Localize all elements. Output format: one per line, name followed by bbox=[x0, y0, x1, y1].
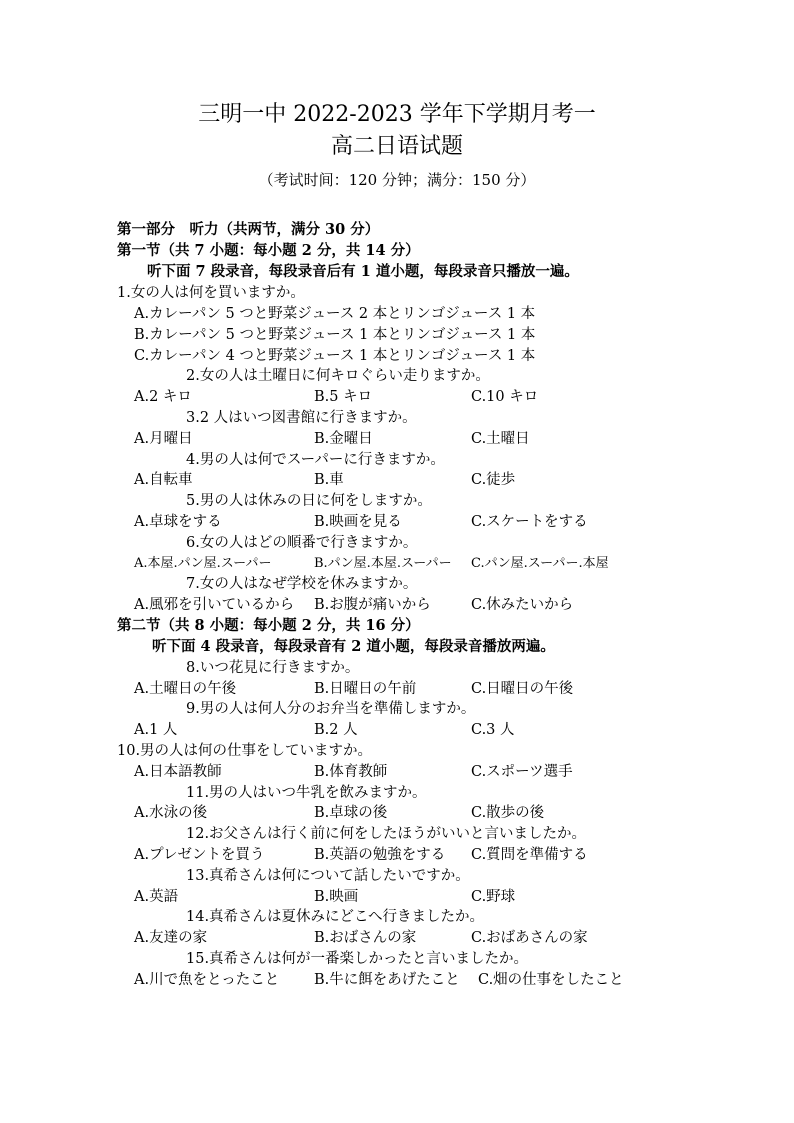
option-c: C.畑の仕事をしたこと bbox=[478, 972, 624, 988]
question-text: 13.真希さんは何について話したいですか。 bbox=[186, 868, 470, 884]
option-a: A.卓球をする bbox=[134, 514, 222, 530]
exam-info: （考试时间：120 分钟；满分：150 分） bbox=[258, 171, 536, 189]
option-b: B.2 人 bbox=[314, 722, 358, 738]
option-a: A.川で魚をとったこと bbox=[134, 972, 280, 988]
option-b: B.卓球の後 bbox=[314, 805, 388, 821]
option-a: A.友達の家 bbox=[134, 930, 208, 946]
option-b: B.お腹が痛いから bbox=[314, 597, 431, 613]
exam-title: 三明一中 2022-2023 学年下学期月考一 bbox=[198, 102, 596, 127]
option-c: C.休みたいから bbox=[471, 597, 574, 613]
option-c: C.スポーツ選手 bbox=[471, 764, 573, 780]
question-text: 1.女の人は何を買いますか。 bbox=[117, 285, 305, 301]
question-text: 2.女の人は土曜日に何キロぐらい走りますか。 bbox=[186, 368, 490, 384]
question-text: 9.男の人は何人分のお弁当を準備しますか。 bbox=[186, 701, 476, 717]
question-text: 6.女の人はどの順番で行きますか。 bbox=[186, 535, 418, 551]
option-c: C.カレーパン 4 つと野菜ジュース 1 本とリンゴジュース 1 本 bbox=[134, 348, 536, 364]
exam-subtitle: 高二日语试题 bbox=[330, 134, 463, 159]
question-text: 4.男の人は何でスーパーに行きますか。 bbox=[186, 452, 445, 468]
option-b: B.映画 bbox=[314, 889, 359, 905]
option-b: B.車 bbox=[314, 472, 344, 488]
part1-heading: 第一部分 听力（共两节，满分 30 分） bbox=[117, 221, 380, 238]
option-b: B.カレーパン 5 つと野菜ジュース 1 本とリンゴジュース 1 本 bbox=[134, 327, 536, 343]
option-b: B.映画を見る bbox=[314, 514, 402, 530]
option-c: C.日曜日の午後 bbox=[471, 681, 574, 697]
option-a: A.2 キロ bbox=[134, 389, 192, 405]
option-c: C.おばあさんの家 bbox=[471, 930, 588, 946]
question-text: 11.男の人はいつ牛乳を飲みますか。 bbox=[186, 785, 427, 801]
section1-instruction: 听下面 7 段录音，每段录音后有 1 道小题，每段录音只播放一遍。 bbox=[147, 263, 579, 280]
option-a: A.風邪を引いているから bbox=[134, 597, 295, 613]
question-text: 7.女の人はなぜ学校を休みますか。 bbox=[186, 576, 418, 592]
option-c: C.10 キロ bbox=[471, 389, 539, 405]
option-c: C.スケートをする bbox=[471, 514, 588, 530]
option-b: B.金曜日 bbox=[314, 431, 373, 447]
option-b: B.牛に餌をあげたこと bbox=[314, 972, 460, 988]
option-c: C.パン屋.スーパー.本屋 bbox=[471, 556, 609, 571]
option-a: A.カレーパン 5 つと野菜ジュース 2 本とリンゴジュース 1 本 bbox=[134, 306, 536, 322]
option-b: B.体育教師 bbox=[314, 764, 388, 780]
option-b: B.日曜日の午前 bbox=[314, 681, 417, 697]
question-text: 14.真希さんは夏休みにどこへ行きましたか。 bbox=[186, 909, 484, 925]
option-c: C.質問を準備する bbox=[471, 847, 588, 863]
option-a: A.英語 bbox=[134, 889, 179, 905]
option-c: C.徒歩 bbox=[471, 472, 516, 488]
question-text: 10.男の人は何の仕事をしていますか。 bbox=[117, 743, 373, 759]
option-a: A.1 人 bbox=[134, 722, 178, 738]
option-b: B.おばさんの家 bbox=[314, 930, 417, 946]
option-a: A.プレゼントを買う bbox=[134, 847, 265, 863]
question-text: 3.2 人はいつ図書館に行きますか。 bbox=[186, 410, 417, 426]
option-a: A.月曜日 bbox=[134, 431, 193, 447]
question-text: 5.男の人は休みの日に何をしますか。 bbox=[186, 493, 432, 509]
section1-heading: 第一节（共 7 小题：每小题 2 分，共 14 分） bbox=[117, 242, 420, 259]
question-text: 8.いつ花見に行きますか。 bbox=[186, 660, 360, 676]
section2-heading: 第二节（共 8 小题：每小题 2 分，共 16 分） bbox=[117, 617, 420, 634]
option-b: B.英語の勉強をする bbox=[314, 847, 446, 863]
option-c: C.3 人 bbox=[471, 722, 515, 738]
section2-instruction: 听下面 4 段录音，每段录音有 2 道小题，每段录音播放两遍。 bbox=[152, 638, 555, 655]
option-a: A.水泳の後 bbox=[134, 805, 208, 821]
option-a: A.土曜日の午後 bbox=[134, 681, 237, 697]
option-c: C.散歩の後 bbox=[471, 805, 545, 821]
option-b: B.パン屋.本屋.スーパー bbox=[314, 556, 452, 571]
option-b: B.5 キロ bbox=[314, 389, 373, 405]
question-text: 12.お父さんは行く前に何をしたほうがいいと言いましたか。 bbox=[186, 826, 587, 842]
question-text: 15.真希さんは何が一番楽しかったと言いましたか。 bbox=[186, 951, 529, 967]
option-c: C.野球 bbox=[471, 889, 516, 905]
option-c: C.土曜日 bbox=[471, 431, 530, 447]
option-a: A.自転車 bbox=[134, 472, 193, 488]
option-a: A.日本語教師 bbox=[134, 764, 222, 780]
option-a: A.本屋.パン屋.スーパー bbox=[134, 556, 272, 571]
